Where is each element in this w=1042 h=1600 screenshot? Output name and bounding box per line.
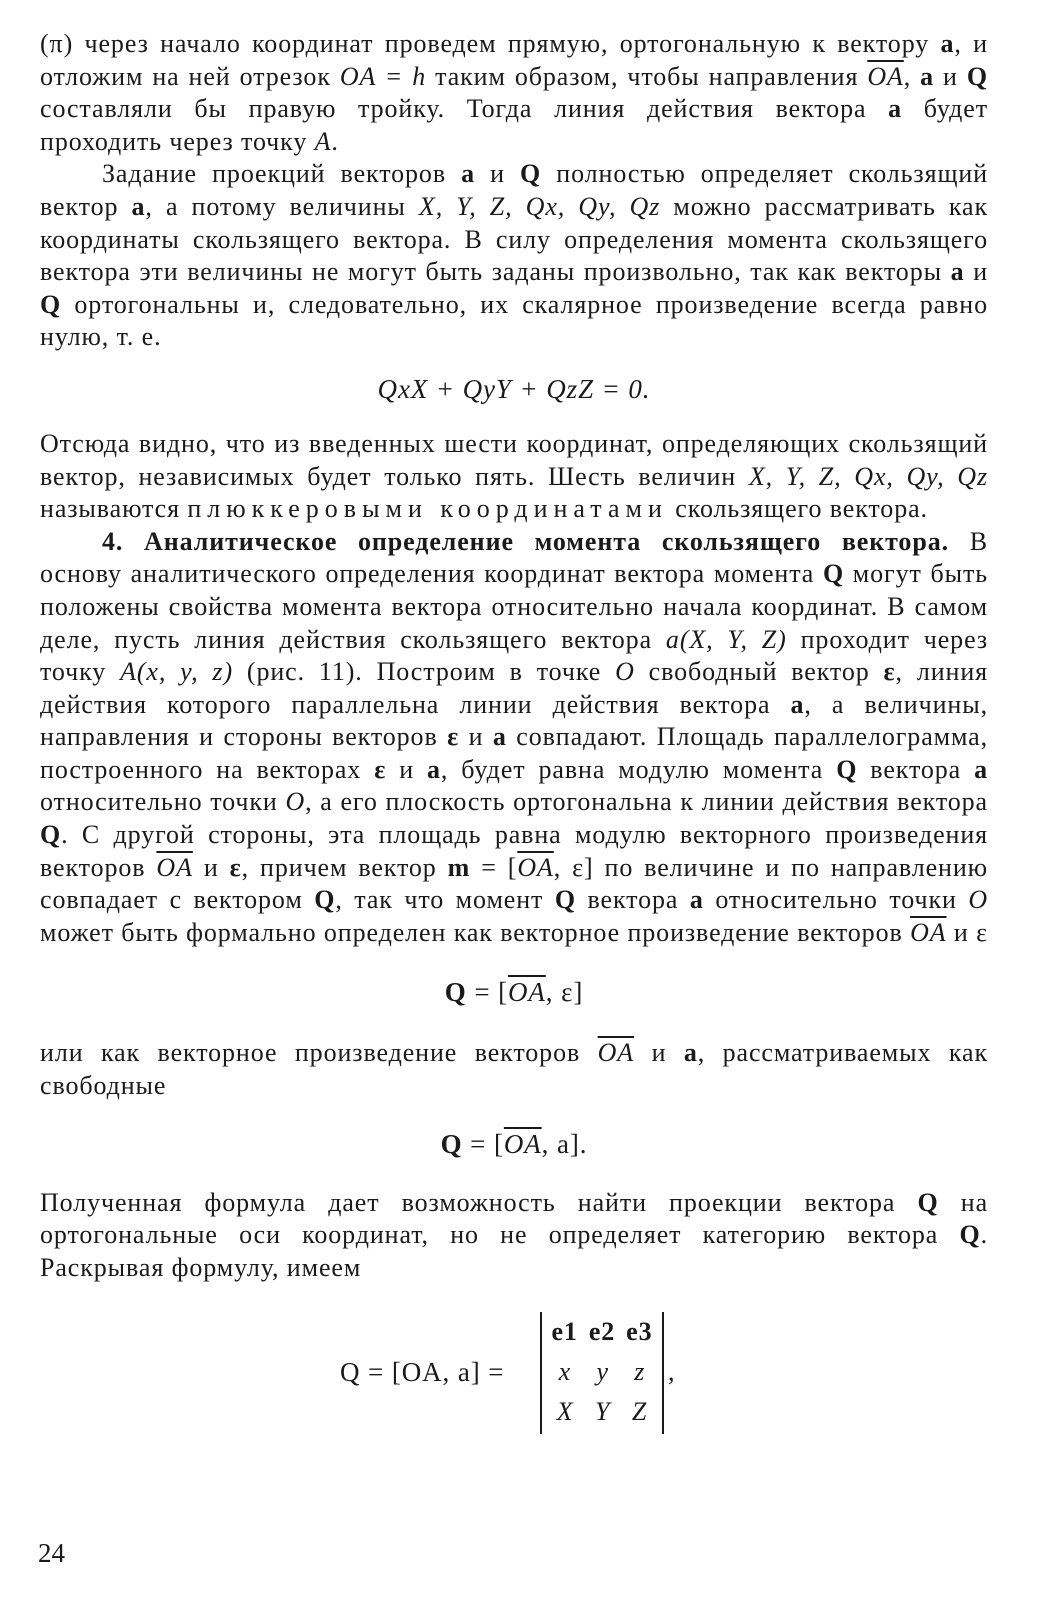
text: , ε] по величине и по направлению совпадает с вектором: [40, 852, 988, 915]
text: , и отложим на ней отрезок: [40, 29, 988, 91]
page-text: [40, 28, 988, 1444]
vector-q: Q: [966, 61, 988, 91]
determinant-lhs: Q = [OA, a] =: [340, 1357, 505, 1388]
text: или как векторное произведение векторов: [40, 1038, 598, 1068]
determinant-matrix: [540, 1312, 664, 1434]
matrix-cell: y: [596, 1357, 609, 1387]
vector-oa: $\overline{OA}$: [597, 1038, 635, 1068]
term-plucker-coordinates: плюккеровыми координатами: [187, 494, 668, 524]
determinant-row-point: [542, 1352, 662, 1392]
vector-q: Q: [959, 1220, 981, 1250]
equation-scalar-product: QxX + QyY + QzZ = 0.: [377, 373, 651, 404]
text: ортогональны и, следовательно, их скалярное произведение всегда равно нулю, т. е.: [40, 289, 988, 352]
vector-q: Q: [917, 1187, 939, 1217]
vector-a: a: [683, 1038, 698, 1068]
vector-oa: $\overline{OA}$: [508, 977, 546, 1008]
matrix-cell: x: [558, 1357, 572, 1387]
equation-q-oa-eps: [40, 975, 988, 1009]
vector-oa: $\overline{OA}$: [156, 852, 193, 882]
segment-oa-h: OA = h: [339, 61, 427, 91]
point-o: O: [285, 787, 306, 817]
equation-part: = [: [466, 977, 508, 1008]
text: , а потому величины: [145, 191, 419, 221]
text: ,: [903, 61, 921, 91]
paragraph-3: [40, 428, 988, 526]
text: полностью определяет скользящий вектор: [40, 159, 989, 221]
text: , рассматриваемых как свободные: [40, 1038, 989, 1101]
matrix-cell: e1: [551, 1317, 578, 1347]
paragraph-2: [40, 158, 988, 354]
text: и ε: [946, 917, 988, 947]
text: на ортогональные оси координат, но не определяет категорию вектора: [40, 1187, 989, 1250]
vector-a: a: [950, 257, 965, 287]
text: скользящего вектора.: [667, 494, 928, 524]
matrix-cell: Z: [631, 1397, 648, 1427]
text: составляли бы правую тройку. Тогда линия действия вектора: [40, 94, 889, 124]
equation-q-oa-a: [40, 1127, 988, 1161]
text: и: [964, 257, 989, 287]
vector-oa: $\overline{OA}$: [867, 61, 904, 91]
vector-q: Q: [520, 159, 542, 189]
text: , так что момент: [335, 885, 555, 915]
text: (π) через начало координат проведем прямую, ортогональную к вектору: [40, 29, 941, 58]
equation-determinant: [40, 1312, 988, 1444]
text: .: [331, 126, 339, 156]
vector-a: a: [790, 689, 805, 719]
vector-q: Q: [40, 289, 62, 319]
vector-a: a: [131, 191, 146, 221]
text: называются: [40, 494, 188, 524]
determinant-row-vector: [542, 1392, 662, 1432]
vector-q: Q: [444, 977, 467, 1008]
text: В основу аналитического определения координат вектора момента: [40, 526, 988, 589]
vector-q: Q: [314, 885, 336, 915]
vector-epsilon: ε: [229, 852, 242, 882]
vector-oa: $\overline{OA}$: [517, 852, 554, 882]
equation-part: , a].: [541, 1128, 588, 1159]
point-o: O: [968, 885, 989, 915]
text: и: [192, 852, 230, 882]
page-number: 24: [38, 1538, 65, 1568]
text: (рис. 11). Построим в точке: [233, 657, 616, 687]
text: и: [934, 61, 967, 91]
point-a-coordinates: A(x, y, z): [120, 657, 234, 687]
equation-part: , ε]: [545, 977, 584, 1008]
vector-q: Q: [822, 559, 845, 589]
text: и: [475, 159, 521, 189]
matrix-cell: Y: [595, 1397, 611, 1427]
text: и: [634, 1038, 684, 1068]
point-a: A: [314, 126, 332, 156]
text: будет проходить через точку: [40, 94, 988, 156]
text: . Раскрывая формулу, имеем: [40, 1220, 988, 1282]
text: можно рассматривать как координаты скользящего вектора. В силу определения момента скользящего вектора эти величины не могут быть заданы произвольно, так как векторы: [40, 191, 989, 287]
vector-oa: $\overline{OA}$: [910, 917, 947, 947]
point-o: O: [615, 657, 635, 687]
vector-epsilon: ε: [883, 657, 896, 687]
text: таким образом, чтобы направления: [426, 61, 868, 91]
paragraph-6: [40, 1187, 988, 1285]
vector-oa: $\overline{OA}$: [503, 1128, 542, 1159]
text: , а величины, направления и стороны векторов: [40, 689, 988, 752]
vector-a: a: [492, 722, 507, 752]
text: и: [386, 754, 427, 784]
text: свободный вектор: [634, 657, 884, 687]
text: Отсюда видно, что из введенных шести координат, определяющих скользящий вектор, независимых будет только пять. Шесть величин: [40, 428, 988, 491]
vector-q: Q: [554, 885, 576, 915]
text: вектора: [575, 885, 690, 915]
matrix-cell: z: [634, 1357, 646, 1387]
vector-a: a: [940, 29, 955, 58]
vector-a: a: [974, 754, 988, 784]
text: и: [459, 722, 493, 752]
vector-a: a: [920, 61, 935, 91]
paragraph-4: [40, 526, 988, 950]
text: = [: [470, 852, 518, 882]
text: . С другой стороны, эта площадь равна модулю векторного произведения векторов: [40, 820, 988, 882]
paragraph-5: [40, 1037, 988, 1102]
text: относительно точки: [40, 787, 286, 817]
paragraph-1: [40, 28, 988, 158]
coordinates-list: X, Y, Z, Qx, Qy, Qz: [418, 191, 661, 221]
text: вектора: [857, 754, 975, 784]
vector-q: Q: [836, 754, 858, 784]
section-heading: 4. Аналитическое определение момента скользящего вектора.: [102, 526, 949, 556]
vector-q: Q: [440, 1128, 463, 1159]
vector-epsilon: ε: [447, 722, 460, 752]
text: может быть формально определен как векторное произведение векторов: [40, 917, 911, 947]
text: Полученная формула дает возможность найти проекции вектора: [40, 1187, 918, 1217]
determinant-row-basis: [542, 1312, 662, 1352]
coordinates-list: X, Y, Z, Qx, Qy, Qz: [748, 461, 988, 491]
text: относительно точки: [703, 885, 969, 915]
vector-a: a: [461, 159, 476, 189]
text: , будет равна модулю момента: [440, 754, 837, 784]
matrix-cell: e3: [626, 1317, 653, 1347]
vector-a: a: [427, 754, 441, 784]
text: Задание проекций векторов: [102, 159, 462, 189]
vector-a: a: [888, 94, 903, 124]
matrix-cell: X: [556, 1397, 574, 1427]
vector-a-components: a(X, Y, Z): [665, 624, 787, 654]
matrix-cell: e2: [588, 1317, 616, 1347]
text: совпадают. Площадь параллелограмма, построенного на векторах: [40, 722, 988, 784]
text: могут быть положены свойства момента вектора относительно начала координат. В самом деле, пусть линия действия скользящего вектора: [40, 559, 989, 654]
text: проходит через точку: [40, 624, 988, 687]
vector-epsilon: ε: [374, 754, 387, 784]
vector-q: Q: [40, 820, 62, 850]
text: , причем вектор: [241, 852, 448, 882]
text: , линия действия которого параллельна линии действия вектора: [40, 657, 988, 719]
equation-part: = [: [462, 1128, 504, 1159]
vector-m: m: [447, 852, 471, 882]
text: , а его плоскость ортогональна к линии действия вектора: [305, 787, 988, 817]
determinant-comma: ,: [668, 1357, 676, 1387]
vector-a: a: [689, 885, 704, 915]
